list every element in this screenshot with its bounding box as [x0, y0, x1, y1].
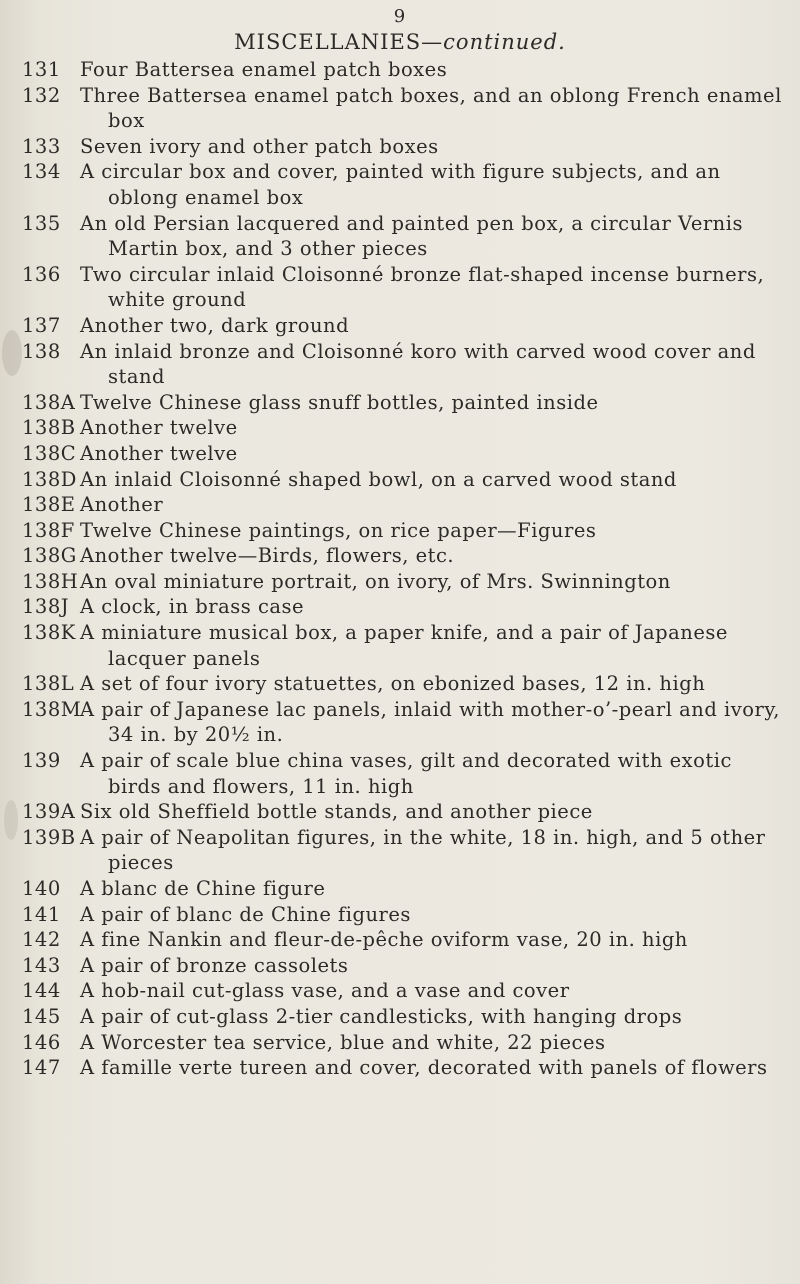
lot-number: 138C — [22, 441, 77, 465]
lot-number: 132 — [22, 83, 61, 107]
lot-entry — [0, 1055, 800, 1081]
lot-number: 147 — [22, 1056, 61, 1080]
lot-entry — [0, 134, 800, 160]
lot-number: 138F — [22, 518, 75, 542]
lot-description: An oval miniature portrait, on ivory, of Mrs. Swinnington — [80, 569, 671, 593]
lot-number: 144 — [22, 979, 61, 1003]
lot-number: 133 — [22, 134, 61, 158]
lot-number: 139B — [22, 825, 76, 849]
lot-entry — [0, 927, 800, 953]
section-title: MISCELLANIES— — [234, 30, 444, 54]
lot-description: A hob-nail cut-glass vase, and a vase and cover — [80, 979, 570, 1003]
lot-entry — [0, 390, 800, 416]
lot-number: 138L — [22, 672, 75, 696]
lot-number: 137 — [22, 313, 61, 337]
lot-entry — [0, 594, 800, 620]
lot-number: 140 — [22, 877, 61, 900]
lot-description: An inlaid bronze and Cloisonné koro with carved wood cover and stand — [80, 339, 756, 389]
lot-description: A pair of cut-glass 2-tier candlesticks, with hanging drops — [80, 1004, 683, 1028]
lot-number: 138K — [22, 621, 76, 645]
lot-entry — [0, 211, 800, 262]
page-number: 9 — [393, 6, 407, 27]
lot-number: 143 — [22, 953, 61, 977]
lot-description: A circular box and cover, painted with figure subjects, and an oblong enamel box — [80, 160, 721, 209]
lot-description: Twelve Chinese paintings, on rice paper—Figures — [80, 518, 597, 542]
lot-entry — [0, 620, 800, 671]
lot-description: Three Battersea enamel patch boxes, and an oblong French enamel box — [80, 83, 782, 133]
lot-description: An old Persian lacquered and painted pen box, a circular Vernis Martin box, and 3 other pieces — [80, 211, 743, 261]
lot-description: A famille verte tureen and cover, decorated with panels of flowers — [80, 1056, 768, 1080]
lot-number: 139A — [22, 800, 76, 824]
lot-description: A pair of Japanese lac panels, inlaid with mother-o’-pearl and ivory, 34 in. by 20½ in. — [80, 697, 780, 747]
lot-entry — [0, 799, 800, 825]
lot-description: A miniature musical box, a paper knife, and a pair of Japanese lacquer panels — [80, 621, 728, 670]
lot-entry — [0, 1004, 800, 1030]
lot-number: 135 — [22, 211, 61, 235]
lot-entry — [0, 339, 800, 390]
lot-entry — [0, 518, 800, 544]
lot-entry — [0, 876, 800, 902]
lot-entry — [0, 978, 800, 1004]
lot-entry — [0, 467, 800, 493]
lot-number: 139 — [22, 749, 61, 773]
lot-description: An inlaid Cloisonné shaped bowl, on a carved wood stand — [80, 467, 677, 491]
lot-entry — [0, 415, 800, 441]
lot-entry — [0, 569, 800, 595]
lot-number: 138G — [22, 544, 77, 568]
lot-number: 141 — [22, 902, 61, 926]
lot-number: 138D — [22, 467, 77, 491]
lot-entry — [0, 492, 800, 518]
lot-number: 131 — [22, 58, 61, 81]
lot-entry — [0, 697, 800, 748]
lot-entry — [0, 441, 800, 467]
lot-number: 138A — [22, 390, 76, 414]
lot-description: A pair of Neapolitan figures, in the white, 18 in. high, and 5 other pieces — [80, 825, 766, 875]
lot-number: 134 — [22, 160, 61, 184]
lot-number: 138M — [22, 697, 82, 721]
lot-entry — [0, 159, 800, 210]
lot-entry — [0, 748, 800, 799]
lot-description: Another twelve — [80, 416, 238, 440]
lot-number: 145 — [22, 1004, 61, 1028]
lot-description: A pair of scale blue china vases, gilt and decorated with exotic birds and flowers, 11 in. high — [80, 749, 732, 798]
lot-description: A set of four ivory statuettes, on ebonized bases, 12 in. high — [80, 672, 706, 696]
lot-description: Six old Sheffield bottle stands, and another piece — [80, 800, 593, 824]
lot-number: 142 — [22, 928, 61, 952]
lot-entry — [0, 953, 800, 979]
lot-entry — [0, 57, 800, 83]
lot-description: Another twelve — [80, 441, 238, 465]
lot-entry — [0, 313, 800, 339]
lot-description: A pair of bronze cassolets — [80, 953, 349, 977]
lot-number: 138H — [22, 569, 79, 593]
lot-number: 138J — [22, 595, 70, 619]
lot-entry — [0, 83, 800, 134]
lot-entry — [0, 902, 800, 928]
lot-description: A blanc de Chine figure — [80, 877, 326, 900]
lot-description: Twelve Chinese glass snuff bottles, painted inside — [80, 390, 599, 414]
lot-number: 138E — [22, 493, 76, 517]
lot-entry — [0, 543, 800, 569]
lot-description: Another — [80, 493, 164, 517]
section-header — [0, 30, 800, 54]
lot-description: A Worcester tea service, blue and white, 22 pieces — [80, 1030, 606, 1054]
lot-description: A clock, in brass case — [80, 595, 305, 619]
lot-entry — [0, 671, 800, 697]
lot-entry — [0, 262, 800, 313]
lot-number: 138 — [22, 339, 61, 363]
lot-description: Another twelve—Birds, flowers, etc. — [80, 544, 455, 568]
lot-entry — [0, 1030, 800, 1056]
lot-number: 138B — [22, 416, 76, 440]
lot-entry — [0, 825, 800, 876]
lot-description: Another two, dark ground — [80, 313, 350, 337]
section-continued: continued. — [443, 30, 566, 54]
lot-number: 146 — [22, 1030, 61, 1054]
lot-description: Two circular inlaid Cloisonné bronze flat-shaped incense burners, white ground — [80, 262, 765, 312]
lot-number: 136 — [22, 262, 61, 286]
lot-description: Seven ivory and other patch boxes — [80, 134, 439, 158]
lot-description: A fine Nankin and fleur-de-pêche oviform vase, 20 in. high — [80, 928, 688, 952]
lot-list — [0, 57, 800, 1081]
lot-description: Four Battersea enamel patch boxes — [80, 58, 448, 81]
lot-description: A pair of blanc de Chine figures — [80, 902, 411, 926]
